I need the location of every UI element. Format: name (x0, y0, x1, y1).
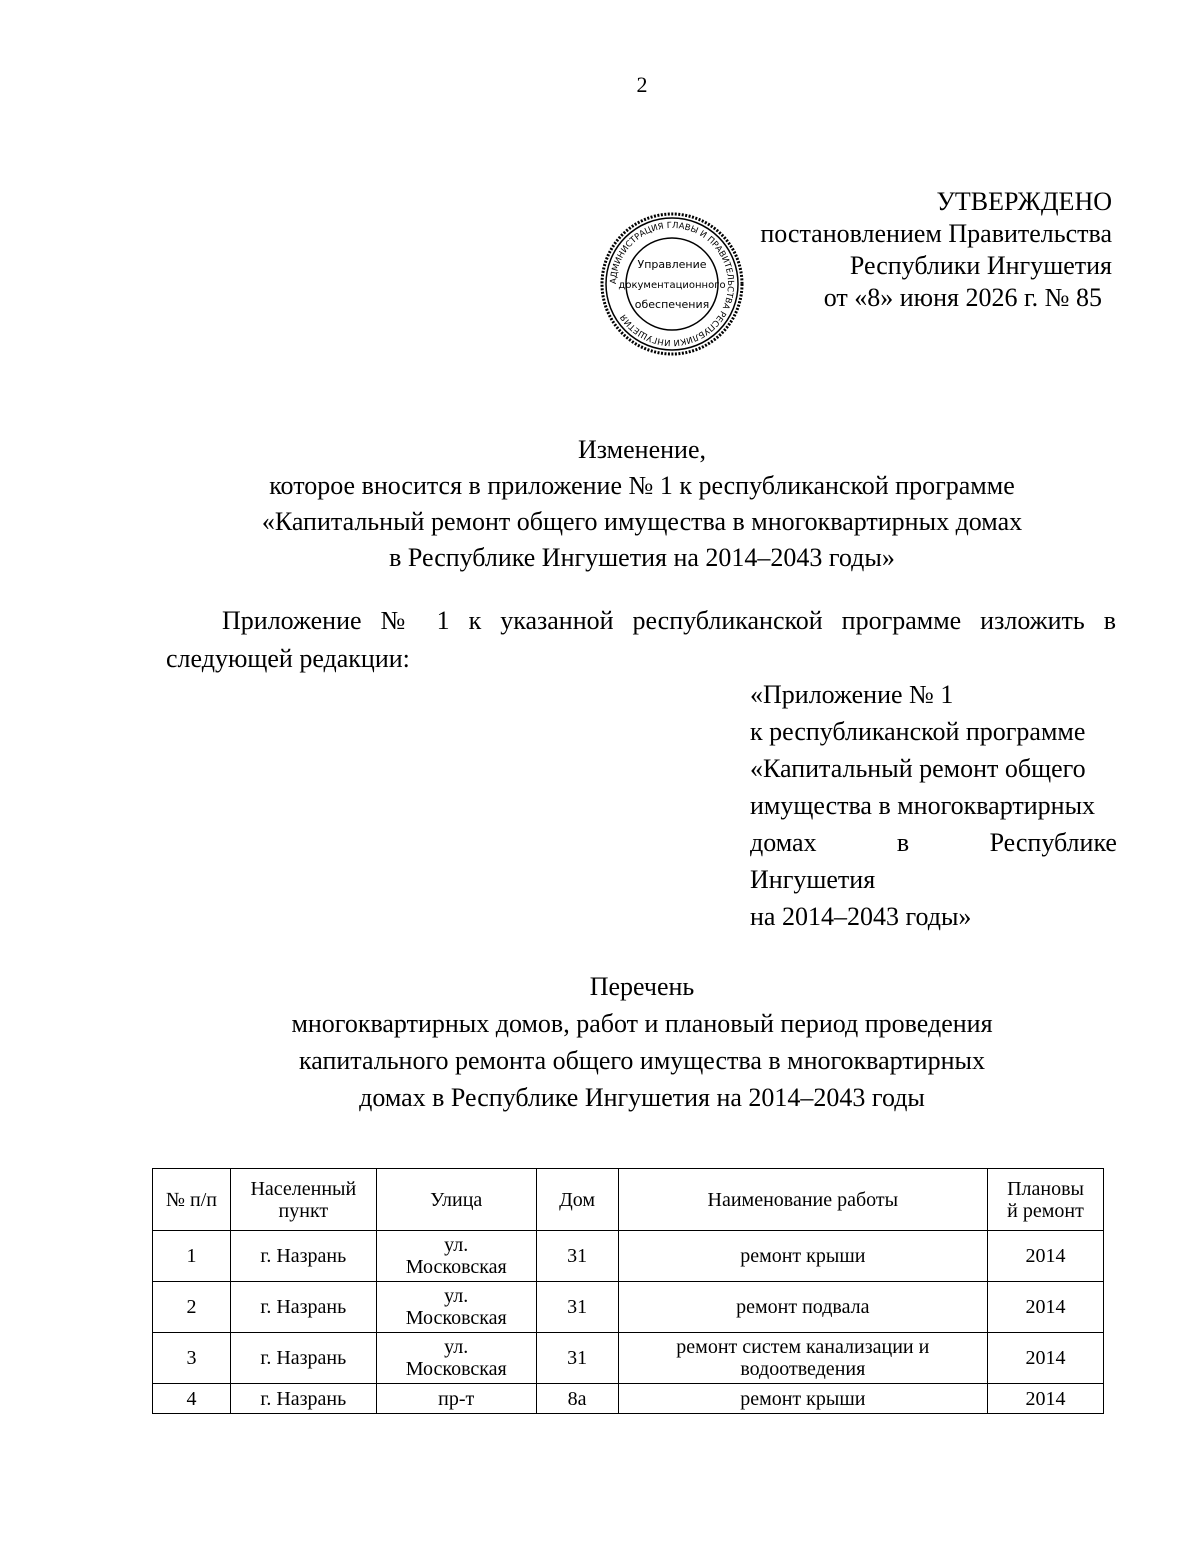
appendix-line: имущества в многоквартирных (750, 791, 1096, 820)
cell-number: 1 (153, 1231, 231, 1282)
street-line: Московская (405, 1307, 507, 1329)
cell-year: 2014 (988, 1384, 1104, 1414)
street-line: Московская (405, 1256, 507, 1278)
table-row (153, 1384, 1104, 1414)
header-text: пункт (278, 1199, 329, 1222)
approval-date-number: от «8» июня 2026 г. № 85 (823, 283, 1102, 312)
appendix-line (750, 824, 1117, 861)
cell-street (376, 1333, 536, 1384)
work-line: ремонт систем канализации и (676, 1336, 930, 1358)
approval-block (760, 186, 1112, 314)
seal-inner-line: обеспечения (634, 298, 710, 311)
list-title-line: домах в Республике Ингушетия на 2014–2043 годы (359, 1083, 925, 1112)
appendix-word: Республике (989, 828, 1117, 857)
header-street: Улица (376, 1169, 536, 1231)
cell-locality: г. Назрань (230, 1333, 376, 1384)
approval-heading: УТВЕРЖДЕНО (936, 187, 1112, 216)
appendix-reference (750, 676, 1117, 935)
cell-house: 8а (536, 1384, 618, 1414)
street-line: ул. (444, 1285, 469, 1307)
intro-line: следующей редакции: (166, 644, 410, 673)
list-title-line: Перечень (589, 972, 695, 1001)
cell-locality: г. Назрань (230, 1231, 376, 1282)
appendix-line: на 2014–2043 годы» (750, 902, 972, 931)
seal-ring-text: АДМИНИСТРАЦИЯ ГЛАВЫ И ПРАВИТЕЛЬСТВА РЕСПУБЛИКИ ИНГУШЕТИЯ (608, 220, 736, 348)
title-line: «Капитальный ремонт общего имущества в многоквартирных домах (261, 507, 1023, 536)
work-line: ремонт крыши (740, 1387, 866, 1410)
header-planned (988, 1169, 1104, 1231)
table-row (153, 1282, 1104, 1333)
header-number: № п/п (153, 1169, 231, 1231)
header-house: Дом (536, 1169, 618, 1231)
cell-locality: г. Назрань (230, 1282, 376, 1333)
appendix-line: к республиканской программе (750, 717, 1086, 746)
street-line: ул. (444, 1336, 469, 1358)
table-row (153, 1333, 1104, 1384)
list-title-line: капитального ремонта общего имущества в многоквартирных (299, 1046, 985, 1075)
table-row (153, 1231, 1104, 1282)
work-line: ремонт подвала (736, 1296, 870, 1318)
header-locality (230, 1169, 376, 1231)
cell-locality: г. Назрань (230, 1384, 376, 1414)
cell-year: 2014 (988, 1333, 1104, 1384)
cell-number: 3 (153, 1333, 231, 1384)
street-line: ул. (444, 1234, 469, 1256)
header-work: Наименование работы (618, 1169, 987, 1231)
appendix-word: в (896, 828, 910, 857)
table-header-row (153, 1169, 1104, 1231)
title-line: которое вносится в приложение № 1 к республиканской программе (269, 471, 1015, 500)
work-line: ремонт крыши (740, 1245, 866, 1267)
cell-year: 2014 (988, 1282, 1104, 1333)
appendix-line: «Приложение № 1 (750, 680, 954, 709)
list-title (0, 968, 1200, 1116)
seal-inner-line: Управление (637, 258, 707, 271)
cell-work (618, 1333, 987, 1384)
cell-house: 31 (536, 1333, 618, 1384)
cell-work (618, 1231, 987, 1282)
title-line: Изменение, (578, 435, 706, 464)
approval-line: постановлением Правительства (760, 219, 1112, 248)
list-title-line: многоквартирных домов, работ и плановый период проведения (291, 1009, 993, 1038)
street-line: Московская (405, 1358, 507, 1380)
seal-inner-line: документационного (618, 280, 726, 291)
header-text: Населенный (250, 1177, 357, 1200)
works-table (152, 1168, 1104, 1414)
cell-street (376, 1282, 536, 1333)
page-number: 2 (636, 72, 648, 97)
intro-paragraph (166, 602, 1116, 678)
street-line: пр-т (438, 1387, 475, 1410)
approval-line: Республики Ингушетия (849, 251, 1112, 280)
cell-work (618, 1384, 987, 1414)
intro-line: Приложение № 1 к указанной республиканской программе изложить в (222, 606, 1116, 635)
cell-number: 2 (153, 1282, 231, 1333)
appendix-word: домах (750, 828, 817, 857)
cell-house: 31 (536, 1282, 618, 1333)
appendix-line: «Капитальный ремонт общего (750, 754, 1086, 783)
cell-number: 4 (153, 1384, 231, 1414)
work-line: водоотведения (740, 1358, 866, 1380)
official-seal-stamp (598, 210, 746, 358)
header-text: Плановы (1007, 1177, 1084, 1200)
document-title (0, 432, 1200, 576)
cell-work (618, 1282, 987, 1333)
cell-year: 2014 (988, 1231, 1104, 1282)
appendix-line: Ингушетия (750, 865, 876, 894)
cell-street (376, 1231, 536, 1282)
cell-street (376, 1384, 536, 1414)
header-text: й ремонт (1007, 1199, 1084, 1222)
cell-house: 31 (536, 1231, 618, 1282)
title-line: в Республике Ингушетия на 2014–2043 годы» (389, 543, 895, 572)
